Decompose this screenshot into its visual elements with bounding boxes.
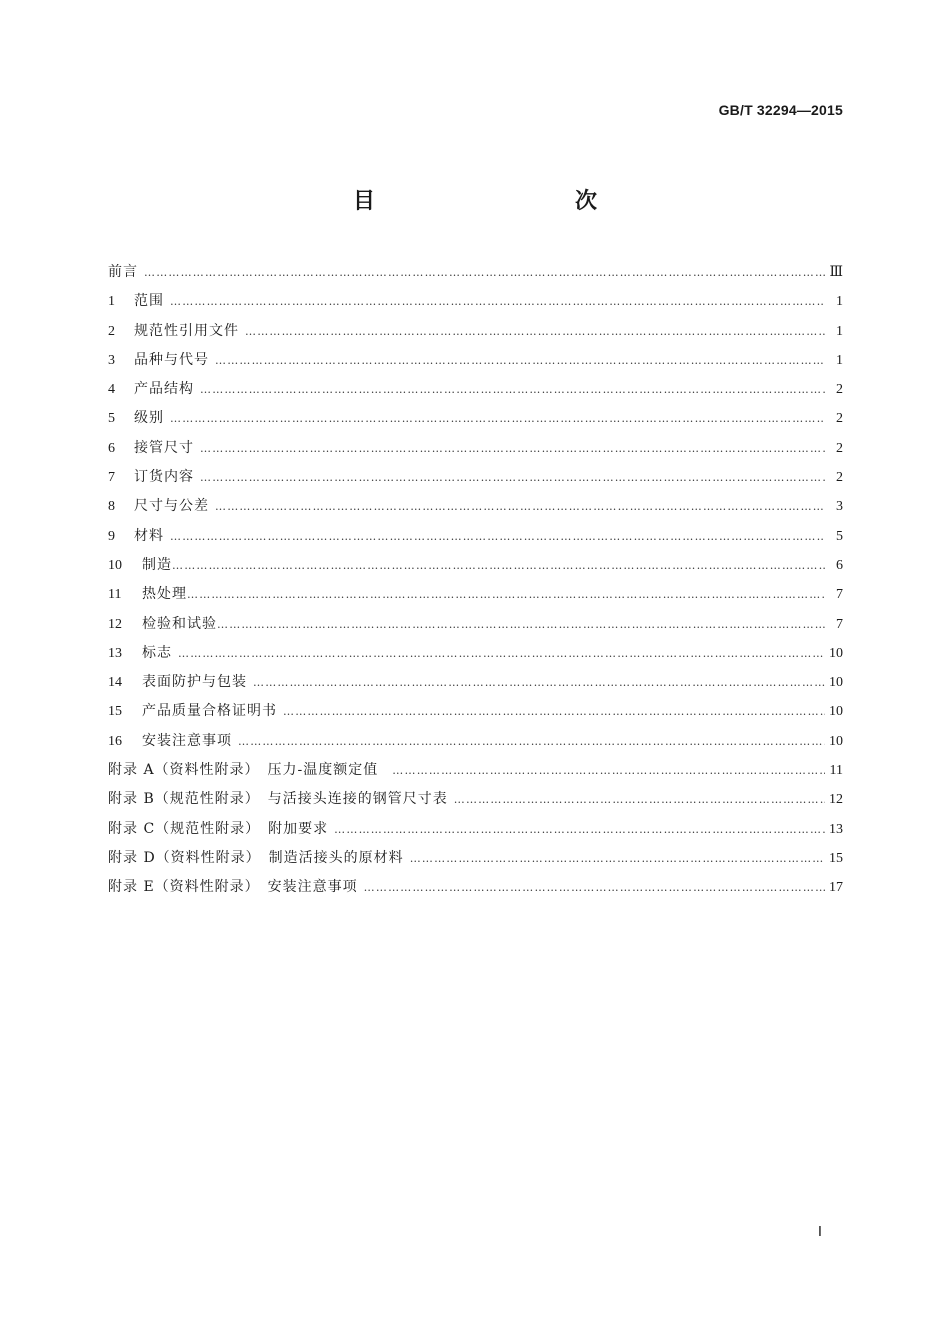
toc-entry-label: 安装注意事项 <box>142 732 232 749</box>
toc-entry-page: 2 <box>836 470 843 486</box>
toc-entry-page: 11 <box>829 763 843 779</box>
toc-leader-dots <box>454 788 825 812</box>
toc-entry-label: 规范性引用文件 <box>134 322 239 339</box>
toc-entry[interactable] <box>108 494 843 523</box>
toc-entry-page: 10 <box>829 733 843 749</box>
toc-entry-number: 2 <box>108 323 115 339</box>
toc-entry-number: 4 <box>108 382 115 398</box>
toc-entry-page: 2 <box>836 382 843 398</box>
toc-leader-dots <box>238 730 825 754</box>
toc-entry-page: Ⅲ <box>829 265 843 280</box>
toc-entry-page: 3 <box>836 499 843 515</box>
toc-entry-number: 1 <box>108 294 115 310</box>
toc-entry-appendix-a[interactable] <box>108 758 843 787</box>
toc-leader-dots <box>200 437 825 461</box>
toc-entry[interactable] <box>108 553 843 582</box>
toc-entry-label: 制造 <box>142 556 172 573</box>
toc-entry-page: 10 <box>829 704 843 720</box>
toc-entry-page: 10 <box>829 645 843 661</box>
toc-entry-label: 表面防护与包装 <box>142 674 247 691</box>
toc-entry-label: 产品结构 <box>134 381 194 398</box>
toc-entry-page: 1 <box>836 352 843 368</box>
toc-entry-number: 3 <box>108 352 115 368</box>
toc-entry-label: 前言 <box>108 264 138 280</box>
toc-entry[interactable] <box>108 612 843 641</box>
toc-entry[interactable] <box>108 348 843 377</box>
toc-entry[interactable] <box>108 641 843 670</box>
toc-leader-dots <box>364 876 825 900</box>
toc-leader-dots <box>178 642 825 666</box>
toc-entry-label: 附录 A（资料性附录） 压力-温度额定值 <box>108 762 379 779</box>
toc-entry-label: 接管尺寸 <box>134 439 194 456</box>
toc-entry-page: 15 <box>829 850 843 866</box>
toc-entry[interactable] <box>108 319 843 348</box>
standard-code: GB/T 32294—2015 <box>718 102 843 118</box>
toc-entry-page: 1 <box>836 294 843 310</box>
toc-entry-number: 15 <box>108 704 122 720</box>
toc-entry-label: 附录 C（规范性附录） 附加要求 <box>108 820 329 837</box>
toc-leader-dots <box>215 349 825 373</box>
toc-leader-dots <box>170 525 825 549</box>
toc-leader-dots <box>200 466 825 490</box>
toc-entry-page: 2 <box>836 411 843 427</box>
toc-entry-appendix-c[interactable] <box>108 817 843 846</box>
toc-entry-label: 范围 <box>134 293 164 310</box>
toc-entry-label: 产品质量合格证明书 <box>142 703 277 720</box>
toc-entry[interactable] <box>108 582 843 611</box>
toc-entry-page: 1 <box>836 323 843 339</box>
toc-leader-dots <box>253 671 825 695</box>
toc-entry-page: 7 <box>836 587 843 603</box>
toc-entry[interactable] <box>108 524 843 553</box>
toc-leader-dots <box>200 378 825 402</box>
toc-entry-appendix-e[interactable] <box>108 875 843 904</box>
toc-entry-page: 17 <box>829 880 843 896</box>
toc-entry-label: 附录 B（规范性附录） 与活接头连接的钢管尺寸表 <box>108 791 448 808</box>
toc-entry-page: 12 <box>829 792 843 808</box>
toc-entry[interactable] <box>108 729 843 758</box>
toc-entry-number: 7 <box>108 470 115 486</box>
toc-entry[interactable] <box>108 670 843 699</box>
table-of-contents <box>108 260 843 905</box>
toc-entry-page: 13 <box>829 821 843 837</box>
toc-entry-number: 8 <box>108 499 115 515</box>
toc-leader-dots <box>144 261 825 285</box>
toc-leader-dots <box>392 759 825 783</box>
toc-entry-number: 12 <box>108 616 122 632</box>
toc-entry-label: 标志 <box>142 644 172 661</box>
toc-entry-label: 订货内容 <box>134 469 194 486</box>
toc-entry-page: 7 <box>836 616 843 632</box>
toc-leader-dots <box>410 847 825 871</box>
toc-entry-number: 10 <box>108 557 122 573</box>
toc-leader-dots <box>334 818 825 842</box>
toc-entry-label: 热处理 <box>142 586 187 603</box>
toc-entry-number: 6 <box>108 440 115 456</box>
toc-entry-label: 品种与代号 <box>134 351 209 368</box>
toc-entry-label: 附录 E（资料性附录） 安装注意事项 <box>108 879 358 896</box>
toc-entry-appendix-b[interactable] <box>108 787 843 816</box>
toc-entry[interactable] <box>108 377 843 406</box>
toc-leader-dots <box>217 613 825 637</box>
toc-entry-page: 10 <box>829 675 843 691</box>
toc-entry-label: 检验和试验 <box>142 615 217 632</box>
toc-entry-label: 级别 <box>134 410 164 427</box>
toc-leader-dots <box>283 700 825 724</box>
toc-entry-page: 5 <box>836 528 843 544</box>
toc-leader-dots <box>172 554 825 578</box>
toc-entry[interactable] <box>108 465 843 494</box>
toc-entry-label: 材料 <box>134 527 164 544</box>
toc-entry-number: 9 <box>108 528 115 544</box>
toc-entry-number: 14 <box>108 675 122 691</box>
toc-entry-appendix-d[interactable] <box>108 846 843 875</box>
toc-entry[interactable] <box>108 436 843 465</box>
toc-entry-foreword[interactable] <box>108 260 843 289</box>
toc-leader-dots <box>215 495 825 519</box>
toc-entry-number: 11 <box>108 587 122 603</box>
toc-entry[interactable] <box>108 289 843 318</box>
toc-entry-label: 尺寸与公差 <box>134 498 209 515</box>
toc-leader-dots <box>245 320 825 344</box>
page-number: Ⅰ <box>817 1225 822 1240</box>
toc-entry[interactable] <box>108 406 843 435</box>
toc-leader-dots <box>170 290 825 314</box>
toc-leader-dots <box>170 407 825 431</box>
toc-entry-number: 5 <box>108 411 115 427</box>
toc-entry-page: 2 <box>836 440 843 456</box>
toc-entry[interactable] <box>108 699 843 728</box>
page-title: 目 次 <box>352 189 649 214</box>
toc-entry-label: 附录 D（资料性附录） 制造活接头的原材料 <box>108 849 404 866</box>
toc-leader-dots <box>187 583 825 607</box>
toc-entry-page: 6 <box>836 557 843 573</box>
toc-entry-number: 13 <box>108 645 122 661</box>
toc-entry-number: 16 <box>108 733 122 749</box>
